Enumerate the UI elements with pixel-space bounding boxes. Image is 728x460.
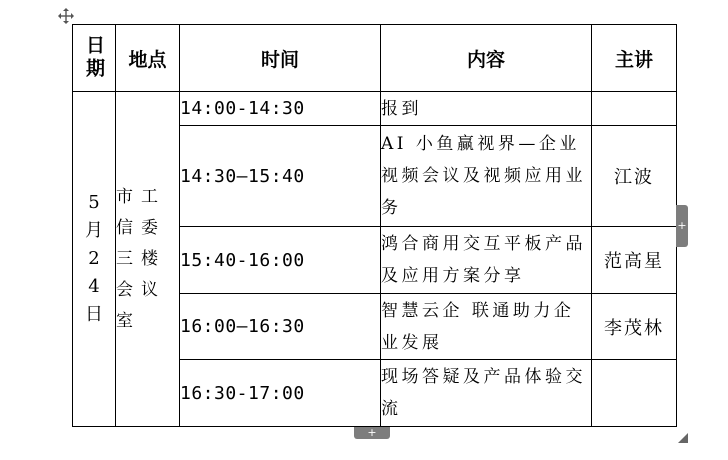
content-text: 报到 [381, 98, 422, 119]
date-char: 月 [85, 220, 103, 241]
location-text: 市工信委三楼会议室 [116, 186, 166, 331]
content-cell[interactable] [381, 227, 592, 294]
speaker-cell[interactable] [592, 126, 677, 227]
header-date[interactable] [73, 25, 116, 92]
time-cell[interactable] [180, 227, 381, 294]
speaker-cell[interactable] [592, 294, 677, 360]
header-location-label: 地点 [128, 48, 167, 71]
table-row [73, 92, 677, 126]
time-cell[interactable] [180, 126, 381, 227]
date-char: 4 [88, 276, 100, 297]
date-char: 5 [88, 192, 100, 213]
content-cell[interactable] [381, 126, 592, 227]
content-text: 现场答疑及产品体验交流 [381, 367, 586, 419]
time-text: 15:40-16:00 [180, 249, 305, 271]
header-content[interactable] [381, 25, 592, 92]
content-cell[interactable] [381, 360, 592, 427]
time-text: 16:30-17:00 [180, 382, 305, 404]
date-cell[interactable] [73, 92, 116, 427]
plus-icon: + [677, 219, 687, 232]
table-move-handle-icon[interactable] [58, 8, 74, 24]
header-location[interactable] [116, 25, 180, 92]
time-text: 14:00-14:30 [180, 98, 305, 119]
add-row-button[interactable] [354, 427, 390, 439]
speaker-cell[interactable] [592, 360, 677, 427]
resize-corner-icon[interactable] [678, 428, 688, 438]
content-text: 智慧云企 联通助力企业发展 [381, 300, 575, 353]
time-cell[interactable] [180, 92, 381, 126]
time-text: 14:30—15:40 [180, 165, 305, 187]
header-time[interactable] [180, 25, 381, 92]
header-speaker-label: 主讲 [614, 48, 653, 71]
plus-icon: + [367, 426, 377, 439]
add-column-button[interactable] [676, 205, 688, 247]
content-text: AI 小鱼赢视界—企业视频会议及视频应用业务 [381, 134, 586, 218]
header-speaker[interactable] [592, 25, 677, 92]
speaker-text: 李茂林 [604, 317, 664, 339]
date-char: 2 [88, 248, 100, 269]
time-cell[interactable] [180, 360, 381, 427]
content-text: 鸿合商用交互平板产品及应用方案分享 [381, 234, 586, 286]
speaker-cell[interactable] [592, 227, 677, 294]
speaker-cell[interactable] [592, 92, 677, 126]
header-time-label: 时间 [260, 48, 299, 71]
location-cell[interactable] [116, 92, 180, 427]
schedule-table[interactable] [72, 24, 677, 427]
header-content-label: 内容 [466, 48, 505, 71]
speaker-text: 江波 [614, 167, 654, 188]
date-char: 日 [85, 304, 103, 325]
time-cell[interactable] [180, 294, 381, 360]
content-cell[interactable] [381, 294, 592, 360]
time-text: 16:00—16:30 [180, 316, 305, 337]
content-cell[interactable] [381, 92, 592, 126]
date-vertical-text [73, 194, 115, 324]
speaker-text: 范高星 [604, 251, 664, 272]
header-row [73, 25, 677, 92]
header-date-label: 日期 [83, 35, 105, 81]
